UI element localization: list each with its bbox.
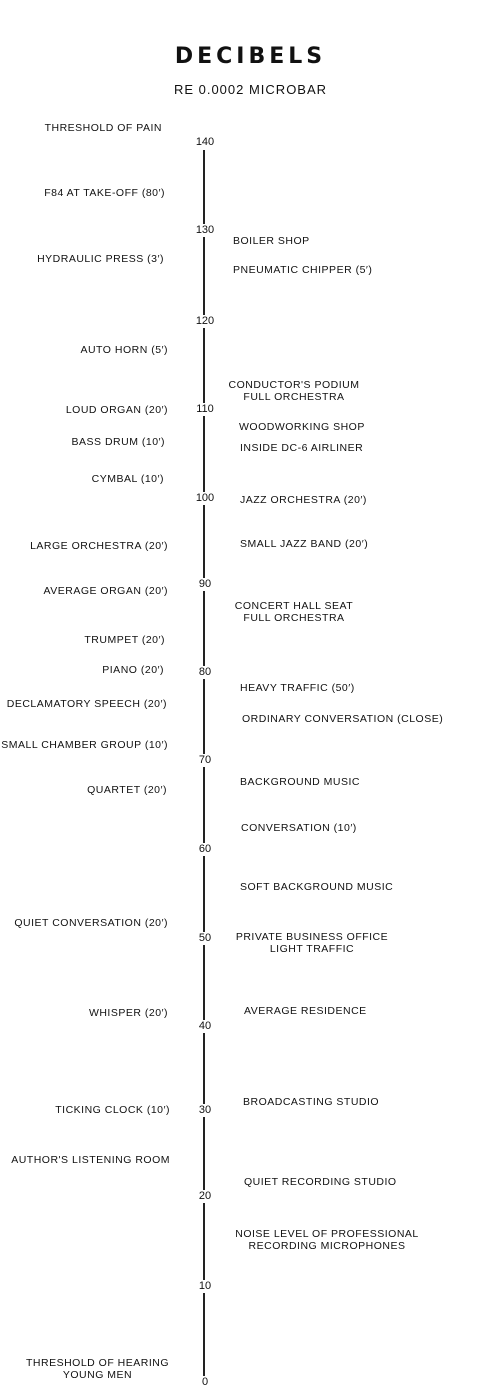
tick-50: 50 <box>185 932 225 945</box>
label-pneumatic-chipper: PNEUMATIC CHIPPER (5′) <box>233 264 373 276</box>
tick-30: 30 <box>185 1104 225 1117</box>
label-auto-horn: AUTO HORN (5′) <box>80 344 168 356</box>
tick-0: 0 <box>185 1376 225 1389</box>
tick-140: 140 <box>185 136 225 149</box>
label-large-orchestra: LARGE ORCHESTRA (20′) <box>30 540 168 552</box>
label-boiler-shop: BOILER SHOP <box>233 235 310 247</box>
label-private-business-office: PRIVATE BUSINESS OFFICE <box>235 931 389 943</box>
label-broadcasting-studio: BROADCASTING STUDIO <box>243 1096 380 1108</box>
label-f84-take-off: F84 AT TAKE-OFF (80′) <box>44 187 165 199</box>
chart-subtitle: RE 0.0002 MICROBAR <box>173 82 328 97</box>
label-authors-listening-room: AUTHOR'S LISTENING ROOM <box>11 1154 170 1166</box>
label-hydraulic-press: HYDRAULIC PRESS (3′) <box>37 253 164 265</box>
label-small-jazz-band: SMALL JAZZ BAND (20′) <box>240 538 369 550</box>
label-jazz-orchestra: JAZZ ORCHESTRA (20′) <box>240 494 367 506</box>
label-trumpet: TRUMPET (20′) <box>84 634 165 646</box>
label-woodworking-shop: WOODWORKING SHOP <box>239 421 365 433</box>
tick-130: 130 <box>185 224 225 237</box>
label-concert-hall-seat: CONCERT HALL SEAT <box>234 600 354 612</box>
label-inside-dc6-airliner: INSIDE DC-6 AIRLINER <box>240 442 364 454</box>
label-average-residence: AVERAGE RESIDENCE <box>244 1005 367 1017</box>
label-background-music: BACKGROUND MUSIC <box>240 776 361 788</box>
label-whisper: WHISPER (20′) <box>88 1007 168 1019</box>
tick-10: 10 <box>185 1280 225 1293</box>
label-recording-microphones: RECORDING MICROPHONES <box>248 1240 406 1252</box>
tick-60: 60 <box>185 843 225 856</box>
label-quiet-recording-studio: QUIET RECORDING STUDIO <box>244 1176 397 1188</box>
tick-110: 110 <box>185 403 225 416</box>
label-threshold-of-pain: THRESHOLD OF PAIN <box>44 122 162 134</box>
label-conductors-podium-full-orchestra: FULL ORCHESTRA <box>243 391 345 403</box>
label-concert-hall-full-orchestra: FULL ORCHESTRA <box>243 612 345 624</box>
label-young-men: YOUNG MEN <box>62 1369 133 1381</box>
label-threshold-of-hearing: THRESHOLD OF HEARING <box>25 1357 169 1369</box>
tick-120: 120 <box>185 315 225 328</box>
label-piano: PIANO (20′) <box>102 664 164 676</box>
label-quartet: QUARTET (20′) <box>87 784 167 796</box>
label-cymbal: CYMBAL (10′) <box>91 473 164 485</box>
tick-80: 80 <box>185 666 225 679</box>
chart-title: DECIBELS <box>174 44 327 69</box>
tick-20: 20 <box>185 1190 225 1203</box>
label-soft-background-music: SOFT BACKGROUND MUSIC <box>240 881 394 893</box>
label-loud-organ: LOUD ORGAN (20′) <box>65 404 168 416</box>
label-declamatory-speech: DECLAMATORY SPEECH (20′) <box>6 698 167 710</box>
label-ticking-clock: TICKING CLOCK (10′) <box>55 1104 170 1116</box>
label-ordinary-conversation: ORDINARY CONVERSATION (CLOSE) <box>242 713 444 725</box>
tick-70: 70 <box>185 754 225 767</box>
label-bass-drum: BASS DRUM (10′) <box>71 436 165 448</box>
label-small-chamber-group: SMALL CHAMBER GROUP (10′) <box>1 739 168 751</box>
tick-40: 40 <box>185 1020 225 1033</box>
label-noise-level-professional: NOISE LEVEL OF PROFESSIONAL <box>235 1228 419 1240</box>
tick-90: 90 <box>185 578 225 591</box>
label-heavy-traffic: HEAVY TRAFFIC (50′) <box>240 682 355 694</box>
label-light-traffic: LIGHT TRAFFIC <box>269 943 355 955</box>
label-average-organ: AVERAGE ORGAN (20′) <box>43 585 168 597</box>
label-conductors-podium: CONDUCTOR'S PODIUM <box>228 379 360 391</box>
tick-100: 100 <box>185 492 225 505</box>
label-quiet-conversation: QUIET CONVERSATION (20′) <box>14 917 168 929</box>
label-conversation: CONVERSATION (10′) <box>241 822 357 834</box>
